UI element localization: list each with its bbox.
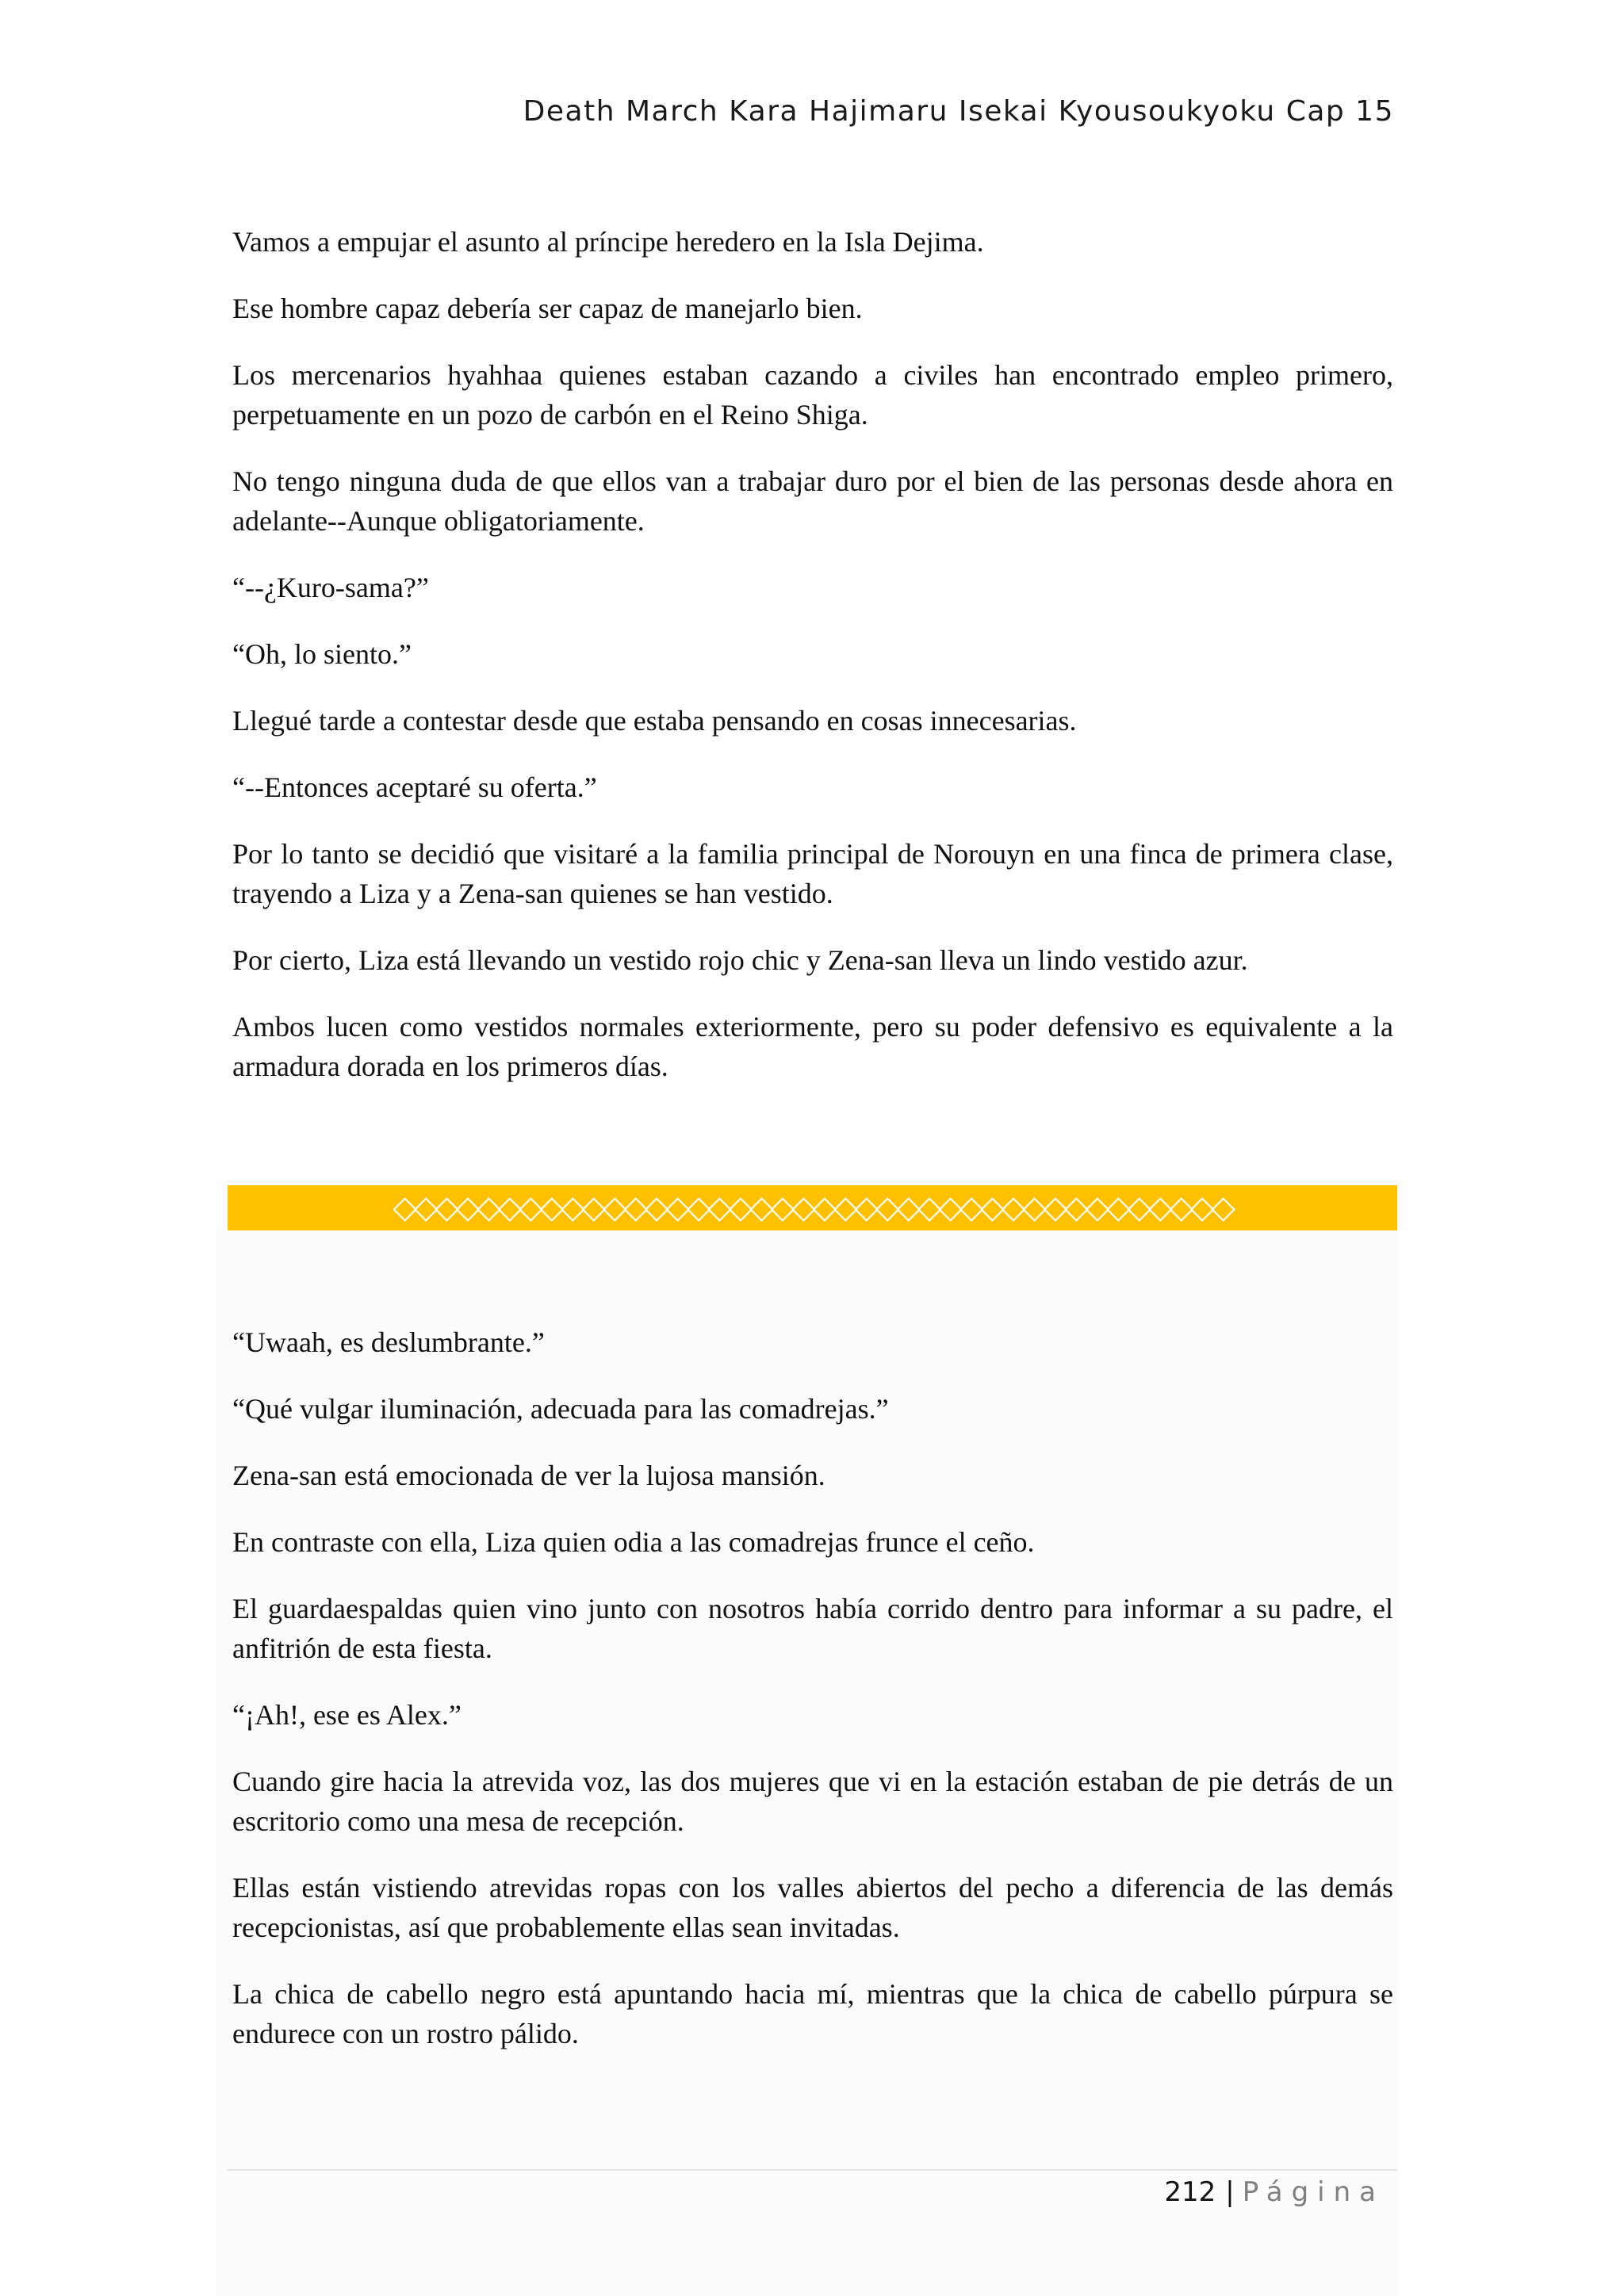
page-footer <box>1164 2172 1385 2212</box>
footer-divider <box>228 2169 1397 2171</box>
footer-separator: | <box>1225 2176 1235 2208</box>
page-header-title: Death March Kara Hajimaru Isekai Kyousoukyoku Cap 15 <box>523 95 1394 128</box>
paragraph: La chica de cabello negro está apuntando hacia mí, mientras que la chica de cabello púrpura se endurece con un rostro pálido. <box>232 1978 1393 2049</box>
body-text-top <box>232 222 1393 1113</box>
paragraph: Los mercenarios hyahhaa quienes estaban cazando a civiles han encontrado empleo primero, perpetuamente en un pozo de carbón en el Reino Shiga. <box>232 359 1393 430</box>
paragraph: “¡Ah!, ese es Alex.” <box>232 1699 462 1731</box>
paragraph: “Uwaah, es deslumbrante.” <box>232 1326 545 1358</box>
paragraph: Ese hombre capaz debería ser capaz de manejarlo bien. <box>232 293 863 324</box>
body-text-bottom <box>232 1322 1393 2080</box>
paragraph: “--Entonces aceptaré su oferta.” <box>232 771 597 803</box>
paragraph: Por cierto, Liza está llevando un vestido rojo chic y Zena-san lleva un lindo vestido azur. <box>232 944 1248 976</box>
paragraph: Cuando gire hacia la atrevida voz, las dos mujeres que vi en la estación estaban de pie detrás de un escritorio como una mesa de recepción. <box>232 1766 1393 1837</box>
paragraph: En contraste con ella, Liza quien odia a las comadrejas frunce el ceño. <box>232 1526 1035 1558</box>
section-separator-bar <box>228 1185 1397 1230</box>
paragraph: “--¿Kuro-sama?” <box>232 572 429 603</box>
paragraph: Por lo tanto se decidió que visitaré a la familia principal de Norouyn en una finca de primera clase, trayendo a Liza y a Zena-san quienes se han vestido. <box>232 838 1393 909</box>
paragraph: Zena-san está emocionada de ver la lujosa mansión. <box>232 1460 825 1491</box>
paragraph: No tengo ninguna duda de que ellos van a trabajar duro por el bien de las personas desde ahora en adelante--Aunque obligatoriamente. <box>232 465 1393 537</box>
paragraph: Vamos a empujar el asunto al príncipe heredero en la Isla Dejima. <box>232 226 984 258</box>
paragraph: “Oh, lo siento.” <box>232 638 412 670</box>
page-number: 212 <box>1164 2176 1216 2208</box>
paragraph: Ellas están vistiendo atrevidas ropas con los valles abiertos del pecho a diferencia de las demás recepcionistas, así que probablemente ellas sean invitadas. <box>232 1872 1393 1943</box>
page-label: Página <box>1242 2176 1385 2208</box>
diamond-ornament-row: ◇◇◇◇◇◇◇◇◇◇◇◇◇◇◇◇◇◇◇◇◇◇◇◇◇◇◇◇◇◇◇◇◇◇◇◇◇◇◇◇ <box>393 1189 1232 1226</box>
paragraph: “Qué vulgar iluminación, adecuada para las comadrejas.” <box>232 1393 889 1425</box>
paragraph: Ambos lucen como vestidos normales exteriormente, pero su poder defensivo es equivalente a la armadura dorada en los primeros días. <box>232 1011 1393 1082</box>
paragraph: Llegué tarde a contestar desde que estaba pensando en cosas innecesarias. <box>232 705 1077 737</box>
paragraph: El guardaespaldas quien vino junto con nosotros había corrido dentro para informar a su padre, el anfitrión de esta fiesta. <box>232 1593 1393 1664</box>
